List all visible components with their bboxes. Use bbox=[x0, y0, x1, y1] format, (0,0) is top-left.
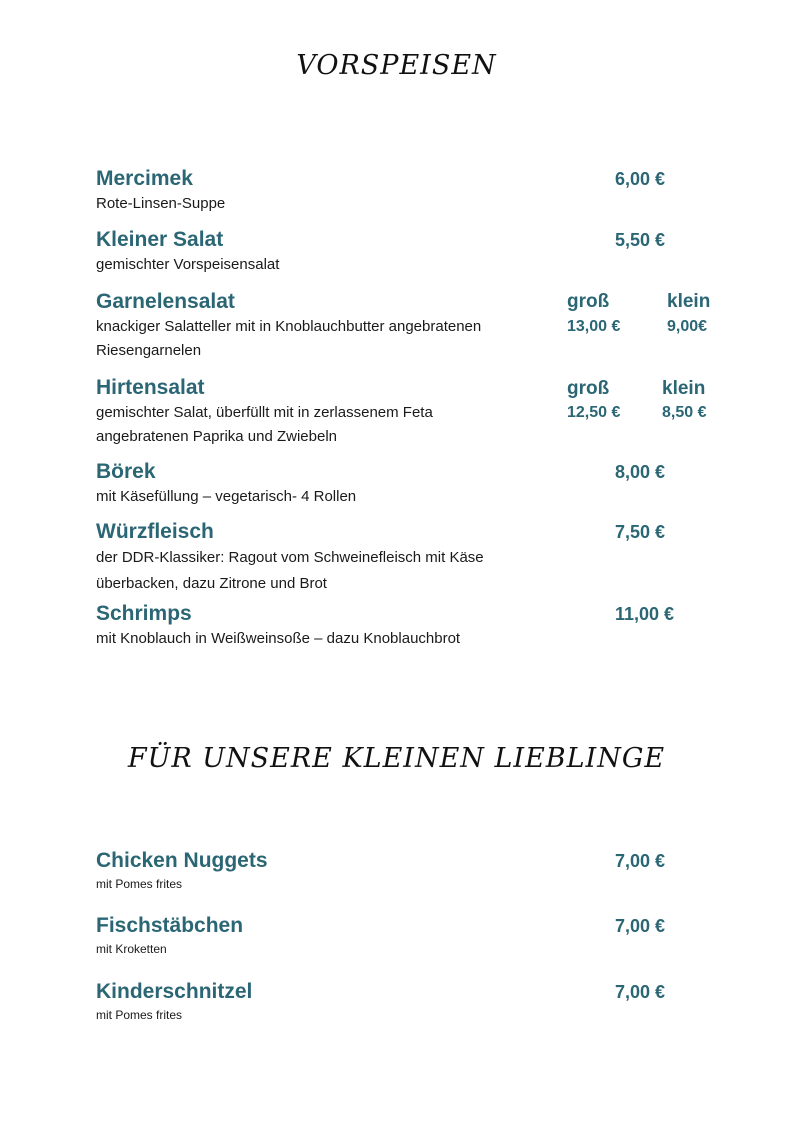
size-label-small: klein bbox=[667, 291, 711, 312]
item-price: 5,50 € bbox=[615, 230, 666, 250]
item-description-line: angebratenen Paprika und Zwiebeln bbox=[96, 428, 338, 445]
item-description: gemischter Vorspeisensalat bbox=[96, 256, 280, 273]
item-description: mit Pomes frites bbox=[96, 877, 183, 891]
price-large: 13,00 € bbox=[567, 318, 621, 335]
item-price: 11,00 € bbox=[615, 604, 675, 624]
item-description-line: gemischter Salat, überfüllt mit in zerlassenem Feta bbox=[96, 404, 433, 421]
item-price: 7,00 € bbox=[615, 851, 666, 871]
price-large: 12,50 € bbox=[567, 404, 621, 421]
item-price: 8,00 € bbox=[615, 462, 666, 482]
item-price: 6,00 € bbox=[615, 169, 666, 189]
item-price: 7,50 € bbox=[615, 522, 666, 542]
item-description: mit Knoblauch in Weißweinsoße – dazu Knoblauchbrot bbox=[96, 630, 461, 647]
item-description-line: knackiger Salatteller mit in Knoblauchbutter angebratenen bbox=[96, 318, 482, 335]
item-description: Rote-Linsen-Suppe bbox=[96, 195, 226, 212]
item-name: Börek bbox=[96, 460, 156, 483]
menu-item-garnelensalat bbox=[96, 289, 736, 363]
item-name: Mercimek bbox=[96, 167, 193, 190]
item-description-line: überbacken, dazu Zitrone und Brot bbox=[96, 575, 327, 592]
item-name: Hirtensalat bbox=[96, 376, 205, 399]
price-small: 9,00€ bbox=[667, 318, 708, 335]
item-name: Schrimps bbox=[96, 602, 192, 625]
item-price: 7,00 € bbox=[615, 916, 666, 936]
item-description: mit Käsefüllung – vegetarisch- 4 Rollen bbox=[96, 488, 357, 505]
item-name: Würzfleisch bbox=[96, 520, 214, 543]
menu-item-hirtensalat bbox=[96, 375, 736, 449]
item-description-line: Riesengarnelen bbox=[96, 342, 202, 359]
section-title-kinder: FÜR UNSERE KLEINEN LIEBLINGE bbox=[127, 743, 666, 774]
item-name: Kleiner Salat bbox=[96, 228, 224, 251]
item-name: Fischstäbchen bbox=[96, 914, 244, 937]
item-description: mit Pomes frites bbox=[96, 1008, 183, 1022]
item-name: Kinderschnitzel bbox=[96, 980, 253, 1003]
item-name: Chicken Nuggets bbox=[96, 849, 268, 872]
size-label-large: groß bbox=[567, 378, 610, 399]
section-title-vorspeisen: VORSPEISEN bbox=[296, 50, 497, 81]
size-label-small: klein bbox=[662, 378, 706, 399]
item-description-line: der DDR-Klassiker: Ragout vom Schweinefleisch mit Käse bbox=[96, 549, 484, 566]
price-small: 8,50 € bbox=[662, 404, 707, 421]
size-label-large: groß bbox=[567, 291, 610, 312]
item-price: 7,00 € bbox=[615, 982, 666, 1002]
item-name: Garnelensalat bbox=[96, 290, 235, 313]
item-description: mit Kroketten bbox=[96, 942, 167, 956]
